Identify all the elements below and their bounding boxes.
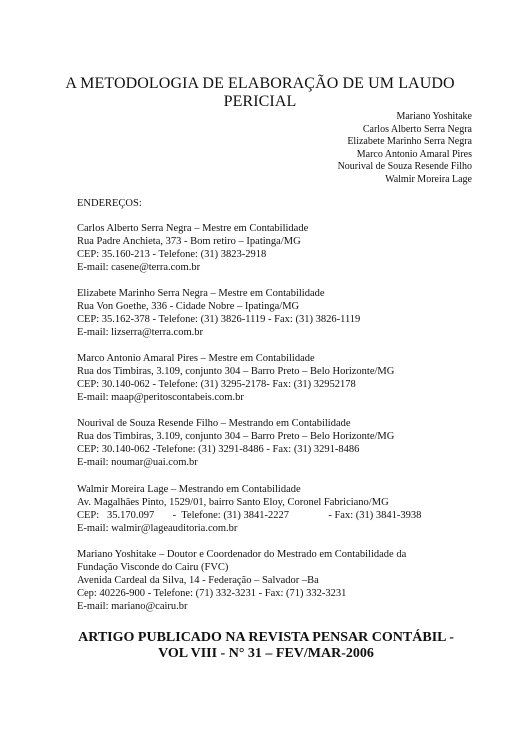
addresses-heading: ENDEREÇOS: [77, 198, 142, 209]
address-street-line: Rua dos Timbiras, 3.109, conjunto 304 – Barro Preto – Belo Horizonte/MG [77, 366, 395, 377]
address-name-line: Walmir Moreira Lage – Mestrando em Contabilidade [77, 484, 301, 495]
author-name: Mariano Yoshitake [396, 111, 472, 122]
title-line-1: A METODOLOGIA DE ELABORAÇÃO DE UM LAUDO [65, 75, 455, 92]
author-name: Elizabete Marinho Serra Negra [347, 136, 472, 148]
address-institution-line: Fundação Visconde do Cairu (FVC) [77, 562, 229, 573]
address-street-line: Avenida Cardeal da Silva, 14 - Federação – Salvador –Ba [77, 575, 319, 586]
author-name: Walmir Moreira Lage [385, 173, 472, 185]
address-phone-line: CEP: 30.140-062 -Telefone: (31) 3291-8486 - Fax: (31) 3291-8486 [77, 444, 360, 455]
author-name: Nourival de Souza Resende Filho [337, 161, 472, 173]
address-email-line: E-mail: lizserra@terra.com.br [77, 327, 203, 338]
address-block-walmir [77, 483, 421, 535]
address-name-line: Nourival de Souza Resende Filho – Mestrando em Contabilidade [77, 418, 351, 429]
title-line-2: PERICIAL [223, 93, 297, 110]
address-phone-line: Cep: 40226-900 - Telefone: (71) 332-3231 - Fax: (71) 332-3231 [77, 588, 347, 599]
address-block-carlos [77, 222, 308, 274]
address-email-line: E-mail: maap@peritoscontabeis.com.br [77, 392, 244, 403]
address-block-nourival [77, 417, 394, 469]
address-email-line: E-mail: mariano@cairu.br [77, 601, 188, 612]
address-block-marco [77, 352, 394, 404]
address-phone-line: CEP: 35.162-378 - Telefone: (31) 3826-1119 - Fax: (31) 3826-1119 [77, 314, 361, 325]
address-street-line: Rua Von Goethe, 336 - Cidade Nobre – Ipatinga/MG [77, 301, 300, 312]
address-email-line: E-mail: walmir@lageauditoria.com.br [77, 523, 238, 534]
address-name-line: Mariano Yoshitake – Doutor e Coordenador do Mestrado em Contabilidade da [77, 549, 407, 560]
address-name-line: Elizabete Marinho Serra Negra – Mestre em Contabilidade [77, 288, 325, 299]
publication-line-2: VOL VIII - N° 31 – FEV/MAR-2006 [158, 646, 374, 661]
address-name-line: Carlos Alberto Serra Negra – Mestre em Contabilidade [77, 223, 309, 234]
address-street-line: Rua Padre Anchieta, 373 - Bom retiro – Ipatinga/MG [77, 236, 301, 247]
address-block-mariano [77, 548, 406, 613]
address-street-line: Av. Magalhães Pinto, 1529/01, bairro Santo Eloy, Coronel Fabriciano/MG [77, 497, 389, 508]
author-list [338, 111, 472, 187]
address-street-line: Rua dos Timbiras, 3.109, conjunto 304 – Barro Preto – Belo Horizonte/MG [77, 431, 395, 442]
author-name: Marco Antonio Amaral Pires [356, 148, 472, 160]
address-name-line: Marco Antonio Amaral Pires – Mestre em Contabilidade [77, 353, 315, 364]
address-block-elizabete [77, 287, 360, 339]
address-phone-line: CEP: 35.160-213 - Telefone: (31) 3823-2918 [77, 249, 267, 260]
address-email-line: E-mail: noumar@uai.com.br [77, 457, 198, 468]
publication-note [60, 630, 472, 662]
publication-line-1: ARTIGO PUBLICADO NA REVISTA PENSAR CONTÁBIL - [78, 630, 454, 645]
address-email-line: E-mail: casene@terra.com.br [77, 262, 201, 273]
document-title [60, 75, 460, 111]
address-phone-line: CEP: 35.170.097 - Telefone: (31) 3841-2227 - Fax: (31) 3841-3938 [77, 510, 422, 521]
author-name: Carlos Alberto Serra Negra [362, 123, 472, 135]
address-phone-line: CEP: 30.140-062 - Telefone: (31) 3295-2178- Fax: (31) 32952178 [77, 379, 356, 390]
